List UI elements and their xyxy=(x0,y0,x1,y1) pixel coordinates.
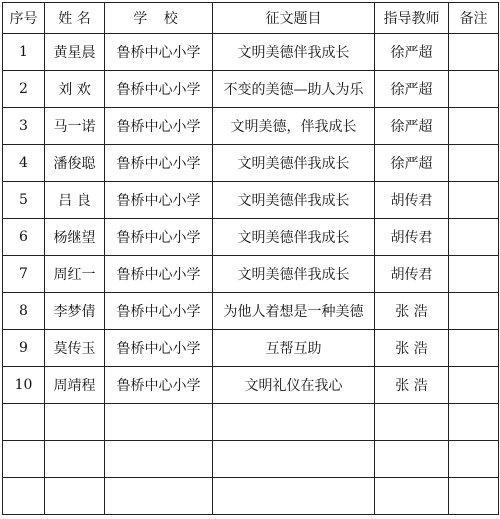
essay-entries-sheet xyxy=(2,2,498,517)
blank-cell xyxy=(375,404,449,441)
blank-cell xyxy=(3,441,45,478)
cell-school: 鲁桥中心小学 xyxy=(105,367,213,404)
cell-note xyxy=(449,108,499,145)
cell-title: 为他人着想是一种美德 xyxy=(213,293,375,330)
cell-title: 不变的美德—助人为乐 xyxy=(213,71,375,108)
blank-cell xyxy=(45,441,105,478)
blank-cell xyxy=(213,441,375,478)
essay-entries-table xyxy=(2,2,499,515)
table-row xyxy=(3,145,499,182)
header-name: 姓 名 xyxy=(45,3,105,34)
cell-school: 鲁桥中心小学 xyxy=(105,145,213,182)
cell-school: 鲁桥中心小学 xyxy=(105,330,213,367)
cell-teacher: 胡传君 xyxy=(375,182,449,219)
cell-title: 文明美德伴我成长 xyxy=(213,256,375,293)
cell-title: 文明礼仪在我心 xyxy=(213,367,375,404)
blank-cell xyxy=(213,404,375,441)
cell-note xyxy=(449,367,499,404)
cell-note xyxy=(449,256,499,293)
blank-cell xyxy=(213,478,375,515)
cell-note xyxy=(449,71,499,108)
header-teacher: 指导教师 xyxy=(375,3,449,34)
blank-row xyxy=(3,478,499,515)
cell-note xyxy=(449,145,499,182)
table-row xyxy=(3,293,499,330)
header-index: 序号 xyxy=(3,3,45,34)
cell-index: 2 xyxy=(3,71,45,108)
table-row xyxy=(3,330,499,367)
cell-index: 3 xyxy=(3,108,45,145)
blank-cell xyxy=(105,404,213,441)
cell-school: 鲁桥中心小学 xyxy=(105,219,213,256)
cell-name: 李梦倩 xyxy=(45,293,105,330)
table-row xyxy=(3,219,499,256)
cell-name: 刘 欢 xyxy=(45,71,105,108)
cell-teacher: 张 浩 xyxy=(375,367,449,404)
cell-teacher: 徐严超 xyxy=(375,108,449,145)
cell-school: 鲁桥中心小学 xyxy=(105,256,213,293)
header-school: 学 校 xyxy=(105,3,213,34)
cell-teacher: 徐严超 xyxy=(375,34,449,71)
cell-name: 黄星晨 xyxy=(45,34,105,71)
blank-cell xyxy=(3,478,45,515)
table-body xyxy=(3,34,499,515)
cell-index: 1 xyxy=(3,34,45,71)
cell-index: 7 xyxy=(3,256,45,293)
header-title: 征文题目 xyxy=(213,3,375,34)
table-row xyxy=(3,182,499,219)
blank-cell xyxy=(449,478,499,515)
cell-title: 文明美德伴我成长 xyxy=(213,219,375,256)
blank-cell xyxy=(45,404,105,441)
blank-cell xyxy=(449,441,499,478)
header-note: 备注 xyxy=(449,3,499,34)
cell-name: 莫传玉 xyxy=(45,330,105,367)
cell-index: 6 xyxy=(3,219,45,256)
cell-teacher: 徐严超 xyxy=(375,145,449,182)
cell-note xyxy=(449,182,499,219)
blank-cell xyxy=(105,441,213,478)
cell-name: 周红一 xyxy=(45,256,105,293)
table-row xyxy=(3,108,499,145)
cell-name: 杨继望 xyxy=(45,219,105,256)
table-row xyxy=(3,256,499,293)
cell-school: 鲁桥中心小学 xyxy=(105,293,213,330)
cell-teacher: 胡传君 xyxy=(375,256,449,293)
cell-note xyxy=(449,219,499,256)
blank-cell xyxy=(375,441,449,478)
cell-name: 吕 良 xyxy=(45,182,105,219)
cell-school: 鲁桥中心小学 xyxy=(105,71,213,108)
cell-title: 文明美德伴我成长 xyxy=(213,34,375,71)
cell-note xyxy=(449,34,499,71)
cell-name: 潘俊聪 xyxy=(45,145,105,182)
cell-school: 鲁桥中心小学 xyxy=(105,34,213,71)
cell-name: 周靖程 xyxy=(45,367,105,404)
cell-index: 5 xyxy=(3,182,45,219)
blank-row xyxy=(3,441,499,478)
cell-teacher: 徐严超 xyxy=(375,71,449,108)
cell-school: 鲁桥中心小学 xyxy=(105,108,213,145)
blank-cell xyxy=(105,478,213,515)
cell-note xyxy=(449,293,499,330)
cell-index: 10 xyxy=(3,367,45,404)
cell-teacher: 张 浩 xyxy=(375,293,449,330)
cell-title: 文明美德伴我成长 xyxy=(213,182,375,219)
cell-index: 4 xyxy=(3,145,45,182)
table-row xyxy=(3,71,499,108)
cell-title: 互帮互助 xyxy=(213,330,375,367)
blank-row xyxy=(3,404,499,441)
cell-name: 马一诺 xyxy=(45,108,105,145)
cell-index: 8 xyxy=(3,293,45,330)
table-row xyxy=(3,34,499,71)
blank-cell xyxy=(45,478,105,515)
header-row xyxy=(3,3,499,34)
blank-cell xyxy=(449,404,499,441)
table-row xyxy=(3,367,499,404)
cell-title: 文明美德，伴我成长 xyxy=(213,108,375,145)
cell-teacher: 张 浩 xyxy=(375,330,449,367)
blank-cell xyxy=(3,404,45,441)
cell-teacher: 胡传君 xyxy=(375,219,449,256)
cell-title: 文明美德伴我成长 xyxy=(213,145,375,182)
cell-school: 鲁桥中心小学 xyxy=(105,182,213,219)
cell-index: 9 xyxy=(3,330,45,367)
cell-note xyxy=(449,330,499,367)
blank-cell xyxy=(375,478,449,515)
